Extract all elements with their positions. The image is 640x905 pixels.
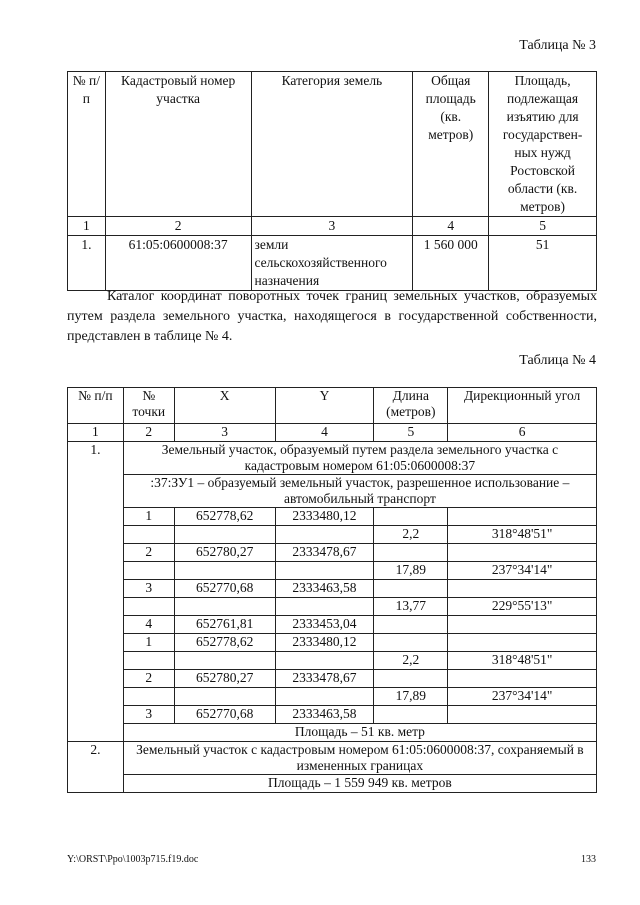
column-number: 3	[251, 217, 413, 236]
header-cell: Длина (метров)	[374, 388, 448, 424]
direction-angle: 318°48'51"	[448, 526, 597, 544]
point-number	[123, 652, 174, 670]
column-number: 2	[123, 424, 174, 442]
section-title-row	[68, 442, 597, 475]
point-number	[123, 598, 174, 616]
x-coordinate	[174, 652, 275, 670]
segment-length: 2,2	[374, 652, 448, 670]
y-coordinate	[275, 688, 374, 706]
point-number	[123, 526, 174, 544]
table-row	[68, 544, 597, 562]
footer-file-path: Y:\ORST\Ppo\1003p715.f19.doc	[67, 854, 199, 865]
point-number	[123, 688, 174, 706]
section-title: Земельный участок с кадастровым номером 61:05:0600008:37, сохраняемый в измененных границах	[123, 742, 596, 775]
area-row	[68, 724, 597, 742]
segment-length	[374, 706, 448, 724]
table-row	[68, 652, 597, 670]
y-coordinate	[275, 562, 374, 580]
section-number: 2.	[68, 742, 124, 793]
table-row	[68, 562, 597, 580]
section-area: Площадь – 1 559 949 кв. метров	[123, 775, 596, 793]
column-number: 1	[68, 424, 124, 442]
point-number: 1	[123, 508, 174, 526]
land-category-table	[67, 71, 597, 291]
y-coordinate: 2333480,12	[275, 634, 374, 652]
y-coordinate	[275, 598, 374, 616]
catalog-paragraph	[67, 287, 597, 347]
direction-angle	[448, 706, 597, 724]
table-row	[68, 670, 597, 688]
withdrawal-area: 51	[489, 236, 597, 291]
direction-angle	[448, 508, 597, 526]
segment-length	[374, 580, 448, 598]
header-cell: X	[174, 388, 275, 424]
table-row	[68, 598, 597, 616]
y-coordinate: 2333478,67	[275, 670, 374, 688]
x-coordinate: 652778,62	[174, 634, 275, 652]
segment-length	[374, 670, 448, 688]
x-coordinate	[174, 526, 275, 544]
row-number: 1.	[68, 236, 106, 291]
y-coordinate: 2333453,04	[275, 616, 374, 634]
header-cell: № точки	[123, 388, 174, 424]
y-coordinate	[275, 526, 374, 544]
point-number: 3	[123, 706, 174, 724]
direction-angle: 318°48'51"	[448, 652, 597, 670]
section-number: 1.	[68, 442, 124, 742]
direction-angle	[448, 670, 597, 688]
area-row	[68, 775, 597, 793]
segment-length	[374, 544, 448, 562]
header-cell: № п/п	[68, 388, 124, 424]
x-coordinate: 652761,81	[174, 616, 275, 634]
header-cell: Кадастровый номер участка	[105, 72, 251, 217]
table-header-row	[68, 388, 597, 424]
table-row	[68, 580, 597, 598]
table-row	[68, 688, 597, 706]
table-row	[68, 634, 597, 652]
x-coordinate	[174, 688, 275, 706]
column-number: 2	[105, 217, 251, 236]
column-number: 3	[174, 424, 275, 442]
direction-angle	[448, 544, 597, 562]
segment-length: 2,2	[374, 526, 448, 544]
point-number: 2	[123, 544, 174, 562]
table-row	[68, 508, 597, 526]
table-header-row	[68, 72, 597, 217]
header-cell: Общая площадь (кв. метров)	[413, 72, 489, 217]
total-area: 1 560 000	[413, 236, 489, 291]
section-subtitle: :37:ЗУ1 – образуемый земельный участок, разрешенное использование – автомобильный транспорт	[123, 475, 596, 508]
x-coordinate: 652770,68	[174, 580, 275, 598]
header-cell: Площадь, подлежащая изъятию для государствен-ных нужд Ростовской области (кв. метров)	[489, 72, 597, 217]
column-number: 5	[489, 217, 597, 236]
table4-caption: Таблица № 4	[519, 353, 596, 368]
x-coordinate	[174, 562, 275, 580]
column-number: 1	[68, 217, 106, 236]
segment-length	[374, 508, 448, 526]
column-number-row	[68, 424, 597, 442]
segment-length: 13,77	[374, 598, 448, 616]
x-coordinate: 652780,27	[174, 670, 275, 688]
table-row	[68, 616, 597, 634]
column-number-row	[68, 217, 597, 236]
table-row	[68, 706, 597, 724]
section-title: Земельный участок, образуемый путем раздела земельного участка с кадастровым номером 61:05:0600008:37	[123, 442, 596, 475]
table-row	[68, 236, 597, 291]
direction-angle: 237°34'14"	[448, 562, 597, 580]
header-cell: Y	[275, 388, 374, 424]
section-area: Площадь – 51 кв. метр	[123, 724, 596, 742]
table3-caption: Таблица № 3	[519, 38, 596, 53]
direction-angle: 229°55'13"	[448, 598, 597, 616]
x-coordinate: 652780,27	[174, 544, 275, 562]
land-category: земли сельскохозяйственного назначения	[251, 236, 413, 291]
y-coordinate: 2333480,12	[275, 508, 374, 526]
column-number: 6	[448, 424, 597, 442]
column-number: 4	[275, 424, 374, 442]
direction-angle: 237°34'14"	[448, 688, 597, 706]
y-coordinate: 2333463,58	[275, 580, 374, 598]
segment-length	[374, 616, 448, 634]
x-coordinate	[174, 598, 275, 616]
direction-angle	[448, 580, 597, 598]
cadastral-number: 61:05:0600008:37	[105, 236, 251, 291]
header-cell: Дирекционный угол	[448, 388, 597, 424]
y-coordinate: 2333463,58	[275, 706, 374, 724]
footer-page-number: 133	[581, 854, 596, 865]
point-number	[123, 562, 174, 580]
column-number: 4	[413, 217, 489, 236]
x-coordinate: 652778,62	[174, 508, 275, 526]
section-subtitle-row	[68, 475, 597, 508]
point-number: 3	[123, 580, 174, 598]
point-number: 2	[123, 670, 174, 688]
y-coordinate	[275, 652, 374, 670]
paragraph-text: Каталог координат поворотных точек границ земельных участков, образуемых путем раздела земельного участка, находящегося в государственной собственности, представлен в таблице № 4.	[67, 289, 597, 344]
segment-length: 17,89	[374, 688, 448, 706]
coordinates-table	[67, 387, 597, 793]
column-number: 5	[374, 424, 448, 442]
segment-length	[374, 634, 448, 652]
x-coordinate: 652770,68	[174, 706, 275, 724]
y-coordinate: 2333478,67	[275, 544, 374, 562]
header-cell: Категория земель	[251, 72, 413, 217]
point-number: 1	[123, 634, 174, 652]
point-number: 4	[123, 616, 174, 634]
table-row	[68, 526, 597, 544]
header-cell: № п/п	[68, 72, 106, 217]
direction-angle	[448, 634, 597, 652]
segment-length: 17,89	[374, 562, 448, 580]
section-title-row	[68, 742, 597, 775]
direction-angle	[448, 616, 597, 634]
